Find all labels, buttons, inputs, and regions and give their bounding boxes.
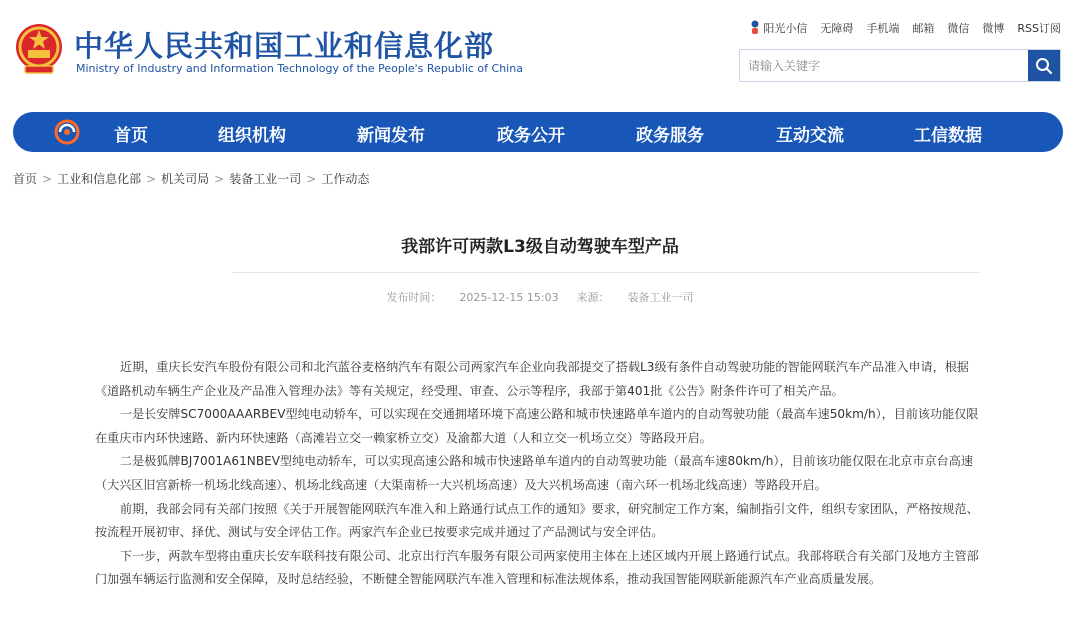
- main-nav: [13, 112, 1063, 152]
- search-button[interactable]: [1028, 50, 1060, 81]
- source: [577, 291, 694, 304]
- national-emblem-icon: [14, 22, 64, 76]
- site-name-cn[interactable]: 中华人民共和国工业和信息化部: [74, 29, 495, 63]
- search-icon: [1035, 57, 1053, 75]
- top-link-sunshine[interactable]: [750, 20, 807, 36]
- top-links: [750, 20, 1061, 36]
- source-label: 来源：: [576, 291, 610, 304]
- breadcrumb-work-news[interactable]: 工作动态: [321, 172, 370, 186]
- top-link-wechat[interactable]: 微信: [947, 22, 970, 35]
- nav-item-organization[interactable]: 组织机构: [218, 126, 286, 146]
- top-link-rss[interactable]: RSS订阅: [1017, 22, 1061, 35]
- breadcrumb-departments[interactable]: 机关司局: [161, 172, 210, 186]
- mascot-icon: [750, 20, 760, 34]
- site-name-en[interactable]: Ministry of Industry and Information Technology of the People's Republic of China: [76, 62, 523, 75]
- publish-time-label: 发布时间：: [386, 291, 442, 304]
- site-header: [0, 0, 1080, 100]
- top-link-mail[interactable]: 邮箱: [912, 22, 935, 35]
- article-body: [95, 356, 983, 592]
- source-value: 装备工业一司: [627, 291, 694, 304]
- nav-item-data[interactable]: 工信数据: [914, 126, 982, 146]
- nav-item-home[interactable]: 首页: [114, 126, 148, 146]
- search-input[interactable]: [740, 50, 1028, 81]
- article-paragraph: 二是极狐牌BJ7001A61NBEV型纯电动轿车，可以实现高速公路和城市快速路单车道内的自动驾驶功能（最高车速80km/h），目前该功能仅限在北京市京台高速（大兴区旧宫新桥一机场北线高速）、机场北线高速（大渠南桥一大兴机场高速）及大兴机场高速（南六环一机场北线高速）等路段开启。: [95, 454, 973, 492]
- publish-time-value: 2025-12-15 15:03: [459, 291, 559, 304]
- breadcrumb-separator: >: [214, 172, 225, 186]
- breadcrumb-equipment-dept[interactable]: 装备工业一司: [229, 172, 302, 186]
- breadcrumb-separator: >: [42, 172, 53, 186]
- nav-item-public-affairs[interactable]: 政务公开: [497, 126, 565, 146]
- article-paragraph: 下一步，两款车型将由重庆长安车联科技有限公司、北京出行汽车服务有限公司两家使用主体在上述区域内开展上路通行试点。我部将联合有关部门及地方主管部门加强车辆运行监测和安全保障，及时总结经验，不断健全智能网联汽车准入管理和标准法规体系，推动我国智能网联新能源汽车产业高质量发展。: [95, 548, 979, 587]
- top-link-mobile[interactable]: 手机端: [866, 22, 900, 35]
- search-box: [739, 49, 1061, 82]
- nav-item-news[interactable]: 新闻发布: [357, 126, 425, 146]
- article-paragraph: 前期，我部会同有关部门按照《关于开展智能网联汽车准入和上路通行试点工作的通知》要求，研究制定工作方案，编制指引文件，组织专家团队，严格按规范、按流程开展初审、择优、测试与安全评估工作。两家汽车企业已按要求完成并通过了产品测试与安全评估。: [95, 501, 979, 540]
- breadcrumb-separator: >: [306, 172, 317, 186]
- publish-time: [386, 291, 558, 304]
- breadcrumb-ministry[interactable]: 工业和信息化部: [57, 172, 142, 186]
- top-link-accessibility[interactable]: 无障碍: [820, 22, 854, 35]
- article-meta: [0, 289, 1080, 305]
- title-divider: [232, 272, 980, 273]
- top-link-label: 阳光小信: [763, 22, 808, 35]
- article-paragraph: 近期，重庆长安汽车股份有限公司和北汽蓝谷麦格纳汽车有限公司两家汽车企业向我部提交了搭载L3级有条件自动驾驶功能的智能网联汽车产品准入申请，根据《道路机动车辆生产企业及产品准入管理办法》等有关规定，经受理、审查、公示等程序，我部于第401批《公告》附条件许可了相关产品。: [95, 360, 969, 398]
- ministry-logo-icon[interactable]: [53, 118, 81, 146]
- breadcrumb-home[interactable]: 首页: [13, 172, 38, 186]
- article-title: 我部许可两款L3级自动驾驶车型产品: [401, 237, 679, 257]
- breadcrumb-separator: >: [146, 172, 157, 186]
- nav-item-services[interactable]: 政务服务: [636, 126, 704, 146]
- top-link-weibo[interactable]: 微博: [982, 22, 1005, 35]
- nav-item-interaction[interactable]: 互动交流: [776, 126, 844, 146]
- article-paragraph: 一是长安牌SC7000AAARBEV型纯电动轿车，可以实现在交通拥堵环境下高速公路和城市快速路单车道内的自动驾驶功能（最高车速50km/h），目前该功能仅限在重庆市内环快速路、新内环快速路（高滩岩立交一赖家桥立交）及渝都大道（人和立交一机场立交）等路段开启。: [95, 407, 979, 445]
- breadcrumb: [13, 170, 369, 187]
